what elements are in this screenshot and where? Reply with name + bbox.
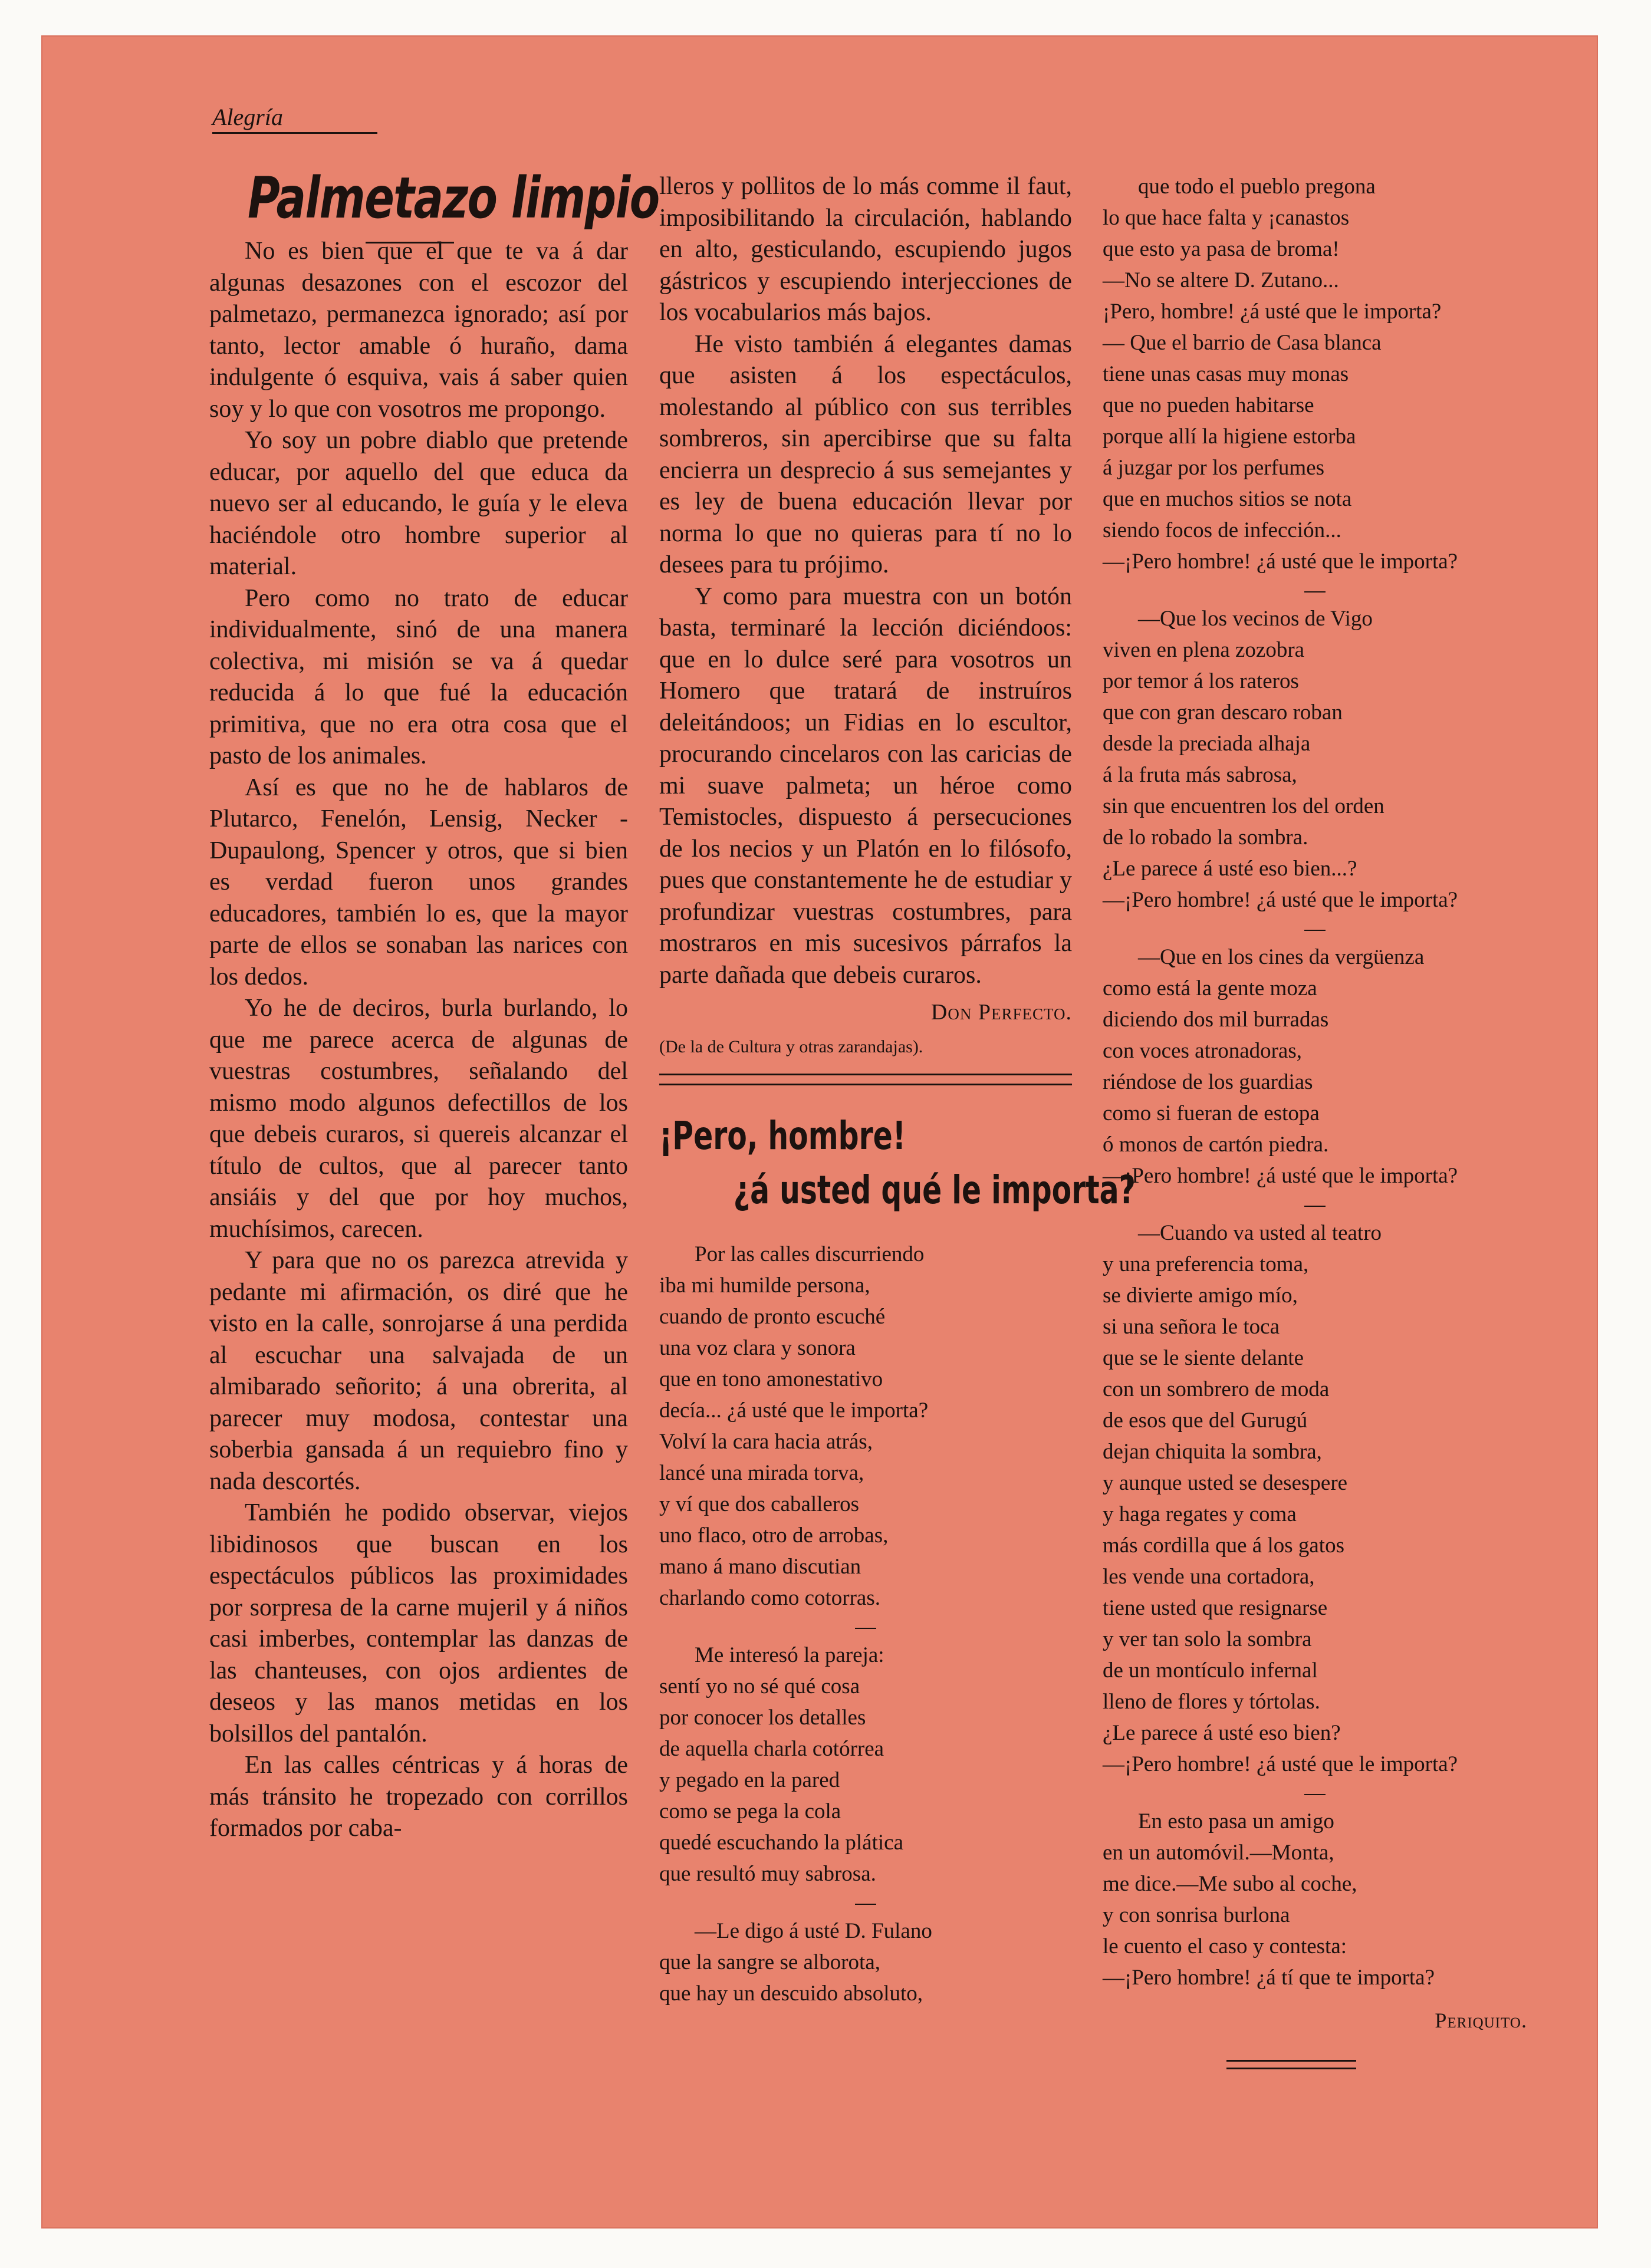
end-rule (1226, 2060, 1356, 2069)
verse-line: ¿Le parece á usté eso bien...? (1103, 857, 1357, 881)
verse-line: le cuento el caso y contesta: (1103, 1934, 1347, 1958)
title-line-2: ¿á usted qué le importa? (733, 1167, 1136, 1213)
verse-line: charlando como cotorras. (659, 1586, 880, 1610)
verse-line: lancé una mirada torva, (659, 1461, 864, 1485)
verse-line: — Que el barrio de Casa blanca (1103, 331, 1382, 355)
column-left (209, 236, 628, 1845)
verse-line: que en muchos sitios se nota (1103, 487, 1352, 511)
verse-line: porque allí la higiene estorba (1103, 424, 1356, 449)
verse-line: —Que los vecinos de Vigo (1138, 607, 1373, 631)
verse-line: que se le siente delante (1103, 1346, 1304, 1370)
masthead: Alegría (212, 103, 377, 134)
verse-line: uno flaco, otro de arrobas, (659, 1523, 889, 1548)
paragraph: Yo soy un pobre diablo que pretende educar, por aquello del que educa da nuevo ser al educando, le guía y le eleva haciéndole otro hombre superior al material. (209, 427, 628, 580)
verse-line: que la sangre se alborota, (659, 1950, 880, 1974)
verse-line: desde la preciada alhaja (1103, 732, 1311, 756)
verse-line: con voces atronadoras, (1103, 1039, 1303, 1063)
signature-don-perfecto: Don Perfecto. (930, 1000, 1072, 1025)
stanza-separator (1103, 1191, 1527, 1217)
paragraph: También he podido observar, viejos libidinosos que buscan en los espectáculos públicos las proximidades por sorpresa de la carne mujeril y á niños casi imberbes, contemplar las danzas de las chanteuses, con ojos ardientes de deseos y las manos metidas en los bolsillos del pantalón. (209, 1499, 628, 1747)
column-middle (659, 171, 1136, 2009)
verse-line: y ver tan solo la sombra (1103, 1627, 1312, 1651)
poem-part-1 (659, 1239, 1072, 2009)
verse-line: —Le digo á usté D. Fulano (695, 1919, 932, 1943)
verse-line: —Que en los cines da vergüenza (1138, 945, 1425, 969)
column-right (1103, 171, 1527, 2069)
verse-line: y pegado en la pared (659, 1768, 840, 1792)
verse-line: —¡Pero hombre! ¿á usté que le importa? (1103, 549, 1458, 574)
paragraph: lleros y pollitos de lo más comme il faut, imposibilitando la circulación, hablando en alto, gesticulando, escupiendo jugos gástricos y escupiendo interjecciones de los vocabularios más bajos. (659, 173, 1072, 326)
verse-line: una voz clara y sonora (659, 1336, 856, 1360)
verse-line: de esos que del Gurugú (1103, 1408, 1308, 1433)
verse-line: y aunque usted se desespere (1103, 1471, 1348, 1495)
verse-line: á juzgar por los perfumes (1103, 456, 1325, 480)
verse-line: riéndose de los guardias (1103, 1070, 1313, 1094)
verse-line: si una señora le toca (1103, 1315, 1280, 1339)
verse-line: y una preferencia toma, (1103, 1252, 1309, 1276)
stanza-separator (1103, 577, 1527, 603)
verse-line: á la fruta más sabrosa, (1103, 763, 1297, 787)
verse-line: —Cuando va usted al teatro (1138, 1221, 1382, 1245)
verse-line: se divierte amigo mío, (1103, 1283, 1298, 1308)
stanza-separator (659, 1614, 1072, 1640)
verse-line: en un automóvil.—Monta, (1103, 1841, 1334, 1865)
paragraph: Yo he de deciros, burla burlando, lo que me parece acerca de algunas de vuestras costumbres, señalando del mismo modo algunos defectillos de los que debeis curaros, si quereis alcanzar el título de cultos, que al parecer tanto ansiáis y del que por hoy muchos, muchísimos, carecen. (209, 995, 628, 1243)
verse-line: como se pega la cola (659, 1799, 841, 1823)
paragraph: Y como para muestra con un botón basta, terminaré la lección diciéndoos: que en lo dulce seré para vosotros un Homero que tratará de instruíros deleitándoos; un Fidias en lo escultor, procurando cincelaros con las caricias de mi suave palmeta; un héroe como Temistocles, dispuesto á persecuciones de los necios y un Platón en lo filósofo, pues que constantemente he de estudiar y profundizar vuestras costumbres, para mostraros en mis sucesivos párrafos la parte dañada que debeis curaros. (659, 582, 1072, 989)
verse-line: Volví la cara hacia atrás, (659, 1430, 873, 1454)
verse-line: tiene usted que resignarse (1103, 1596, 1328, 1620)
article-title-palmetazo: Palmetazo limpio (248, 165, 659, 231)
verse-line: de un montículo infernal (1103, 1658, 1318, 1683)
verse-line: —¡Pero hombre! ¿á usté que le importa? (1103, 1164, 1458, 1188)
verse-line: lleno de flores y tórtolas. (1103, 1690, 1320, 1714)
poem-part-2 (1103, 171, 1527, 1993)
title-line-1: ¡Pero, hombre! (659, 1113, 906, 1158)
verse-line: cuando de pronto escuché (659, 1305, 886, 1329)
verse-line: Me interesó la pareja: (695, 1643, 884, 1667)
paragraph: Y para que no os parezca atrevida y pedante mi afirmación, os diré que he visto en la calle, sonrojarse á una perdida al escuchar una salvajada de un almibarado señorito; á una obrerita, al parecer muy modosa, contestar una soberbia gansada á un requiebro fino y nada descortés. (209, 1247, 628, 1495)
verse-line: viven en plena zozobra (1103, 638, 1305, 662)
verse-line: decía... ¿á usté que le importa? (659, 1398, 929, 1423)
paragraph: No es bien que el que te va á dar algunas desazones con el escozor del palmetazo, permanezca ignorado; así por tanto, lector amable ó huraño, dama indulgente ó esquiva, vais á saber quien soy y lo que con vosotros me propongo. (209, 238, 628, 423)
section-divider (659, 1074, 1072, 1085)
stanza-separator (1103, 916, 1527, 942)
verse-line: que esto ya pasa de broma! (1103, 237, 1340, 261)
verse-line: por temor á los rateros (1103, 669, 1299, 693)
verse-line: que en tono amonestativo (659, 1367, 883, 1391)
verse-line: siendo focos de infección... (1103, 518, 1341, 542)
stanza-separator (1103, 1780, 1527, 1806)
verse-line: con un sombrero de moda (1103, 1377, 1330, 1401)
verse-line: por conocer los detalles (659, 1706, 866, 1730)
verse-line: que con gran descaro roban (1103, 700, 1343, 725)
verse-line: dejan chiquita la sombra, (1103, 1440, 1322, 1464)
verse-line: más cordilla que á los gatos (1103, 1533, 1344, 1558)
verse-line: ¿Le parece á usté eso bien? (1103, 1721, 1341, 1745)
paragraph: En las calles céntricas y á horas de más tránsito he tropezado con corrillos formados por caba- (209, 1752, 628, 1842)
verse-line: En esto pasa un amigo (1138, 1809, 1334, 1834)
verse-line: lo que hace falta y ¡canastos (1103, 206, 1350, 230)
paragraph: Pero como no trato de educar individualmente, sinó de una manera colectiva, mi misión se va á quedar reducida á lo que fué la educación primitiva, que no era otra cosa que el pasto de los animales. (209, 584, 628, 769)
verse-line: tiene unas casas muy monas (1103, 362, 1349, 386)
signature-periquito: Periquito. (1435, 2009, 1527, 2032)
verse-line: como está la gente moza (1103, 976, 1317, 1000)
verse-line: —¡Pero hombre! ¿á usté que le importa? (1103, 1752, 1458, 1776)
verse-line: como si fueran de estopa (1103, 1101, 1320, 1125)
verse-line: y ví que dos caballeros (659, 1492, 860, 1516)
verse-line: diciendo dos mil burradas (1103, 1008, 1329, 1032)
stanza-separator (659, 1890, 1072, 1915)
verse-line: sin que encuentren los del orden (1103, 794, 1384, 818)
verse-line: que todo el pueblo pregona (1138, 175, 1376, 199)
verse-line: ¡Pero, hombre! ¿á usté que le importa? (1103, 299, 1442, 324)
verse-line: de aquella charla cotórrea (659, 1737, 884, 1761)
paragraph: He visto también á elegantes damas que asisten á los espectáculos, molestando al público con sus terribles sombreros, sin apercibirse que su falta encierra un desprecio á sus semejantes y es ley de buena educación llevar por norma lo que no quieras para tí no lo desees para tu prójimo. (659, 330, 1072, 578)
verse-line: Por las calles discurriendo (695, 1242, 925, 1266)
verse-line: les vende una cortadora, (1103, 1565, 1315, 1589)
verse-line: —¡Pero hombre! ¿á usté que le importa? (1103, 888, 1458, 912)
verse-line: y con sonrisa burlona (1103, 1903, 1290, 1927)
verse-line: sentí yo no sé qué cosa (659, 1674, 860, 1698)
verse-line: que resultó muy sabrosa. (659, 1862, 876, 1886)
verse-line: me dice.—Me subo al coche, (1103, 1872, 1357, 1896)
article-title-pero-hombre (659, 1109, 1136, 1217)
verse-line: mano á mano discutian (659, 1555, 861, 1579)
verse-line: ó monos de cartón piedra. (1103, 1133, 1329, 1157)
verse-line: y haga regates y coma (1103, 1502, 1297, 1526)
verse-line: iba mi humilde persona, (659, 1273, 870, 1298)
verse-line: de lo robado la sombra. (1103, 825, 1308, 850)
verse-line: —No se altere D. Zutano... (1103, 268, 1339, 292)
verse-line: que hay un descuido absoluto, (659, 1981, 923, 2006)
verse-line: —¡Pero hombre! ¿á tí que te importa? (1103, 1966, 1435, 1990)
paragraph: Así es que no he de hablaros de Plutarco, Fenelón, Lensig, Necker - Dupaulong, Spencer y otros, que si bien es verdad fueron unos grandes educadores, también lo es, que la mayor parte de ellos se sonaban las narices con los dedos. (209, 773, 628, 990)
verse-line: que no pueden habitarse (1103, 393, 1314, 417)
verse-line: quedé escuchando la plática (659, 1831, 903, 1855)
source-note: (De la de Cultura y otras zarandajas). (659, 1037, 923, 1056)
